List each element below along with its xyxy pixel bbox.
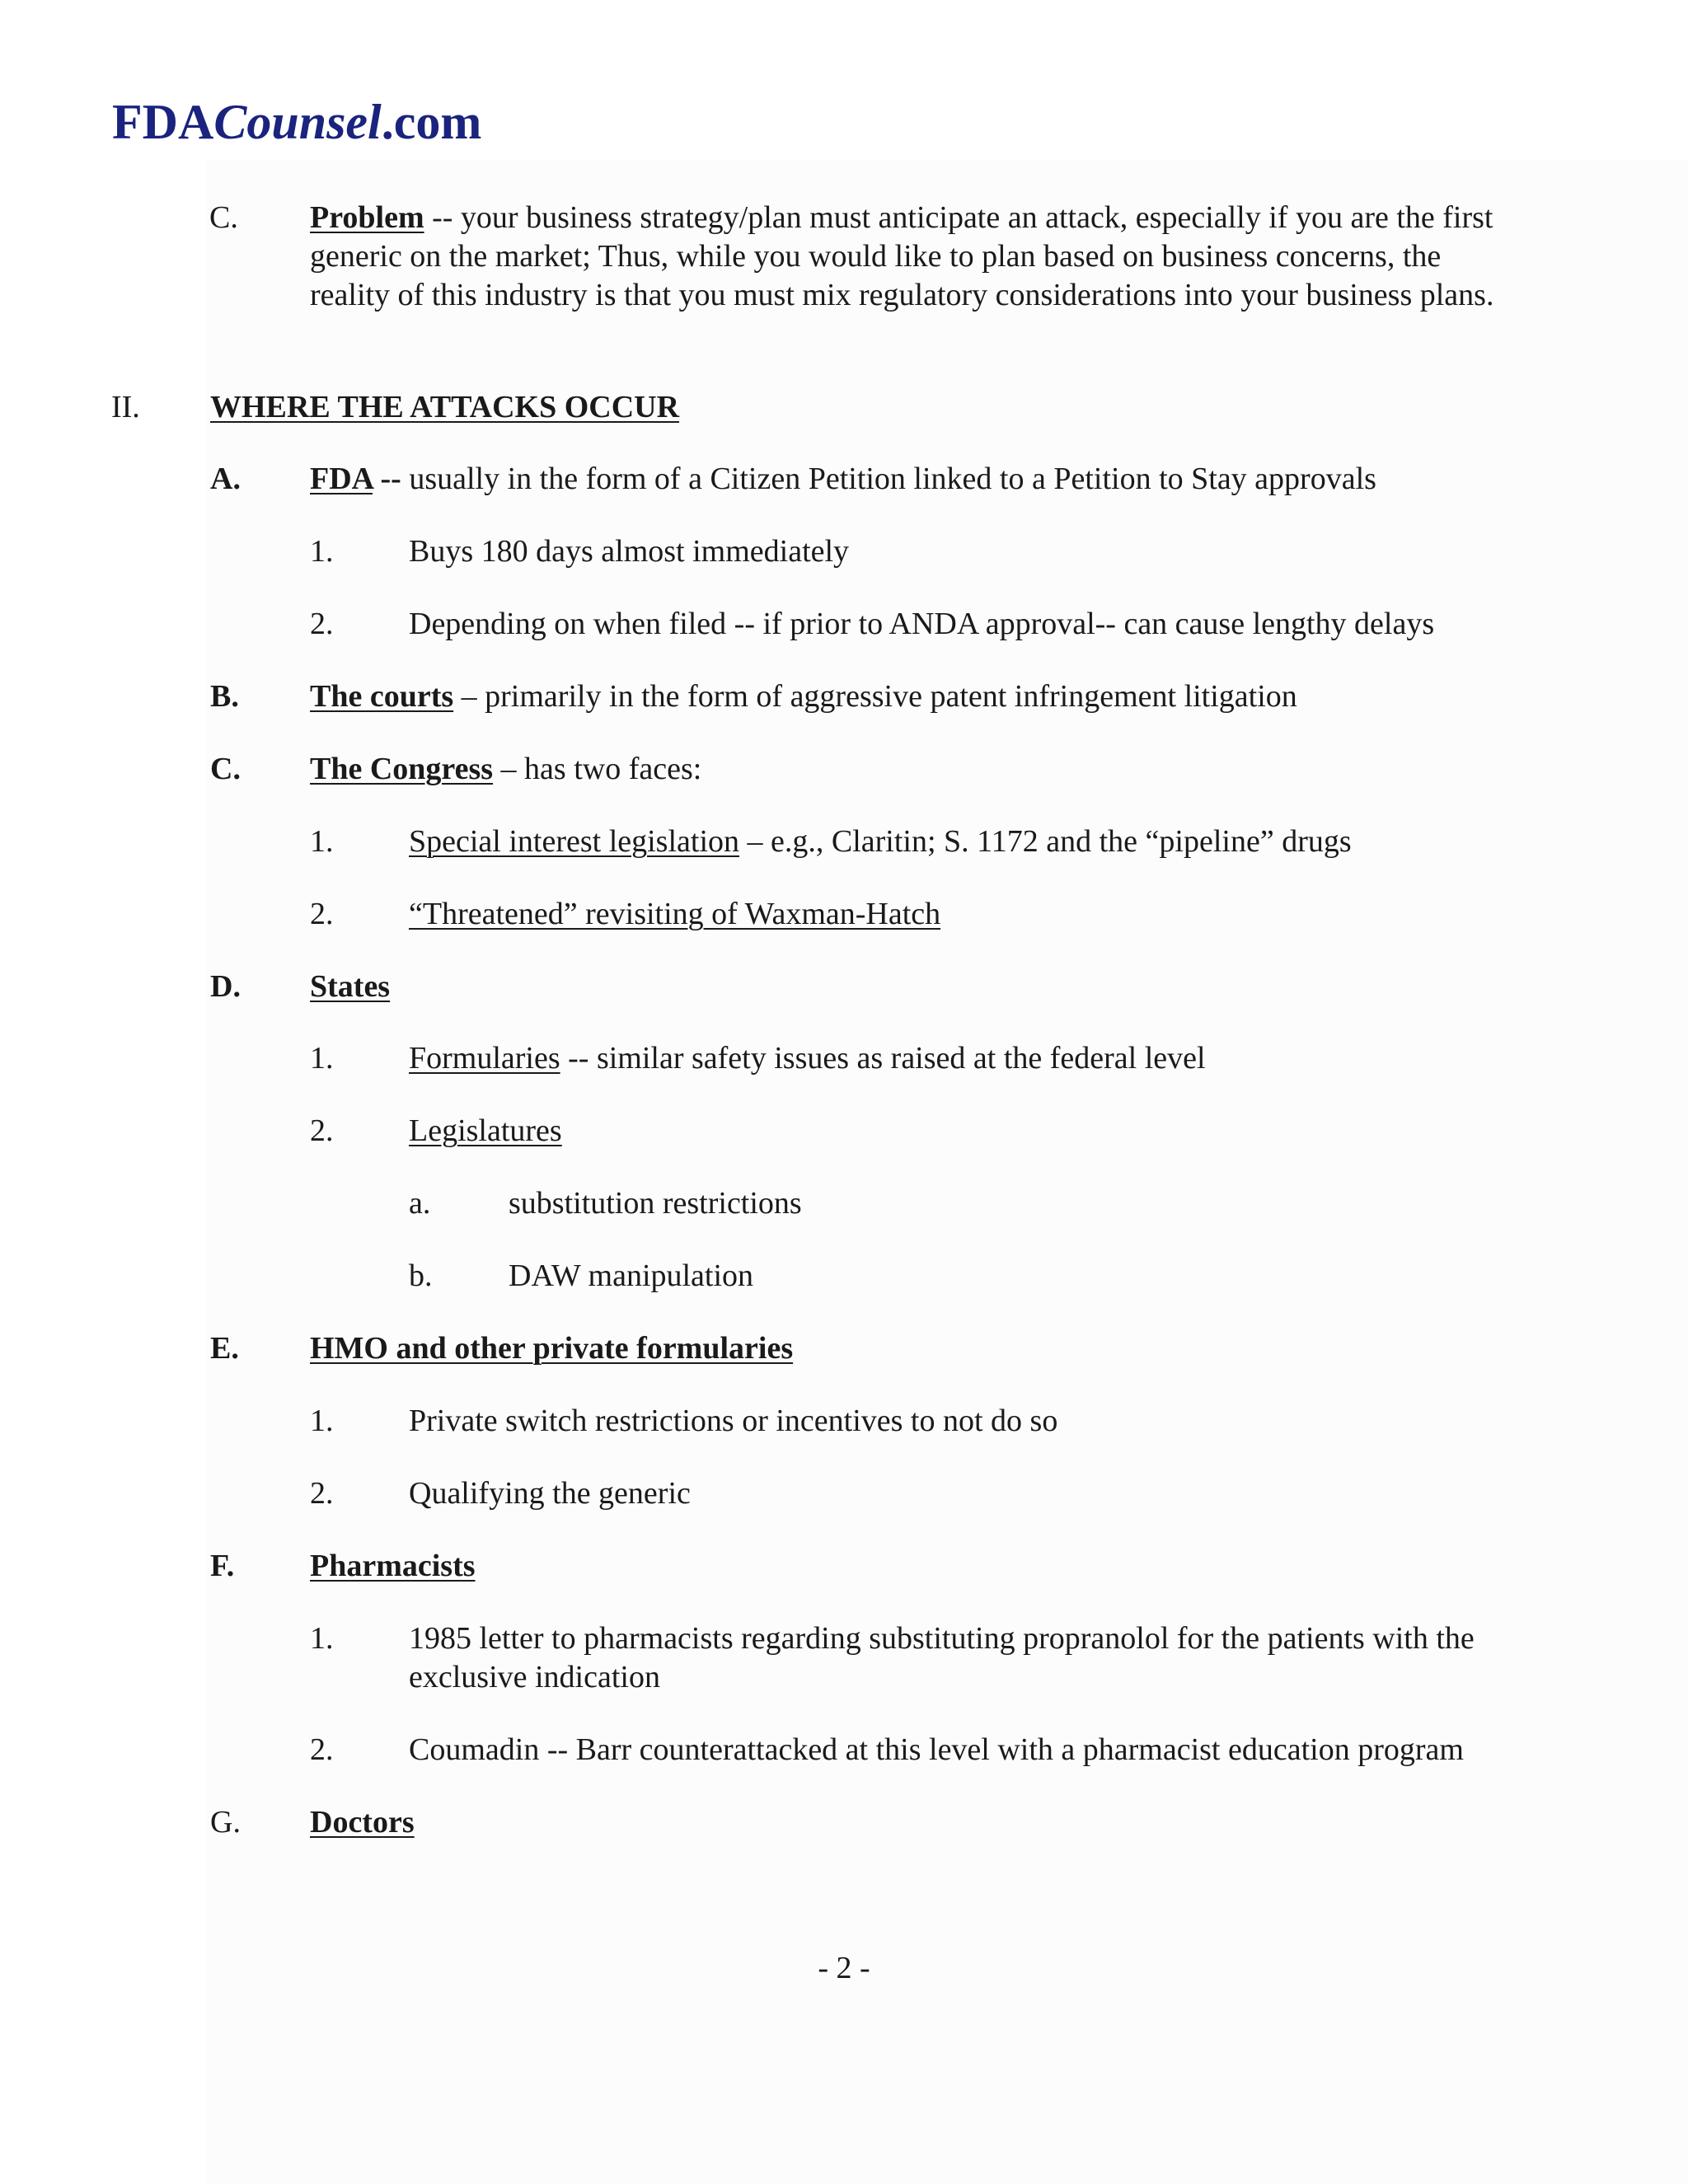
item-e-sub2-text: Qualifying the generic [409, 1476, 691, 1511]
item-g-label: G. [210, 1805, 241, 1840]
item-c-line [310, 750, 701, 789]
item-a-sub1-label: 1. [310, 534, 334, 569]
item-e-sub1-label: 1. [310, 1404, 334, 1438]
section-ii-label: II. [111, 390, 140, 424]
item-d-suba-text: substitution restrictions [509, 1186, 802, 1221]
item-c-sub1-label: 1. [310, 824, 334, 859]
item-a-text: usually in the form of a Citizen Petition linked to a Petition to Stay approvals [401, 462, 1376, 496]
item-c-sub2-heading: “Threatened” revisiting of Waxman-Hatch [409, 897, 941, 931]
logo-prefix: FDA [112, 95, 214, 149]
item-d-heading: States [310, 969, 391, 1004]
item-e-sub1-text: Private switch restrictions or incentives to not do so [409, 1404, 1058, 1438]
item-f-heading: Pharmacists [310, 1549, 476, 1583]
item-b-text: – primarily in the form of aggressive patent infringement litigation [453, 679, 1297, 714]
item-c-heading: The Congress [310, 752, 494, 786]
item-f-sub1-line2: exclusive indication [409, 1660, 660, 1694]
item-c-sub1-line [409, 823, 1352, 861]
section-ii-heading: WHERE THE ATTACKS OCCUR [210, 390, 680, 424]
item-d-label: D. [210, 969, 241, 1004]
section-c-intro-label: C. [209, 200, 238, 235]
item-d-sub1-text: -- similar safety issues as raised at the federal level [560, 1041, 1206, 1076]
item-b-heading: The courts [310, 679, 454, 714]
item-a-line [310, 460, 1376, 499]
item-a-sub2-text: Depending on when filed -- if prior to ANDA approval-- can cause lengthy delays [409, 607, 1435, 641]
logo-suffix: .com [381, 95, 482, 149]
item-d-sub1-heading: Formularies [409, 1041, 560, 1076]
item-a-heading: FDA [310, 462, 373, 496]
item-c-sub1-text: – e.g., Claritin; S. 1172 and the “pipeline” drugs [739, 824, 1352, 859]
item-b-label: B. [210, 679, 239, 714]
item-c-label: C. [210, 752, 241, 786]
section-c-intro-line2: generic on the market; Thus, while you would like to plan based on business concerns, the [310, 239, 1442, 274]
item-d-subb-label: b. [409, 1258, 433, 1293]
item-a-dash: -- [373, 462, 401, 496]
item-c-sub2-label: 2. [310, 897, 334, 931]
item-e-label: E. [210, 1331, 239, 1366]
item-a-sub1-text: Buys 180 days almost immediately [409, 534, 850, 569]
item-f-sub1-line1: 1985 letter to pharmacists regarding substituting propranolol for the patients with the [409, 1621, 1475, 1656]
item-f-sub2-text: Coumadin -- Barr counterattacked at this level with a pharmacist education program [409, 1732, 1464, 1767]
item-g-heading: Doctors [310, 1805, 415, 1840]
section-c-intro-line1 [310, 199, 1493, 237]
item-d-suba-label: a. [409, 1186, 431, 1221]
item-a-label: A. [210, 462, 241, 496]
item-d-sub2-label: 2. [310, 1113, 334, 1148]
item-f-label: F. [210, 1549, 235, 1583]
problem-heading: Problem [310, 200, 424, 235]
item-c-sub1-heading: Special interest legislation [409, 824, 740, 859]
item-d-sub2-heading: Legislatures [409, 1113, 562, 1148]
item-b-line [310, 677, 1297, 716]
item-f-sub2-label: 2. [310, 1732, 334, 1767]
item-d-sub1-label: 1. [310, 1041, 334, 1076]
item-f-sub1-label: 1. [310, 1621, 334, 1656]
site-logo [112, 97, 481, 147]
item-c-text: – has two faces: [493, 752, 702, 786]
item-d-subb-text: DAW manipulation [509, 1258, 754, 1293]
item-e-sub2-label: 2. [310, 1476, 334, 1511]
logo-italic: Counsel [213, 95, 382, 149]
page-number: - 2 - [818, 1951, 870, 1985]
item-a-sub2-label: 2. [310, 607, 334, 641]
item-e-heading: HMO and other private formularies [310, 1331, 794, 1366]
problem-text: -- your business strategy/plan must anticipate an attack, especially if you are the first [424, 200, 1493, 235]
section-c-intro-line3: reality of this industry is that you must mix regulatory considerations into your business plans. [310, 278, 1494, 312]
item-d-sub1-line [409, 1039, 1206, 1078]
